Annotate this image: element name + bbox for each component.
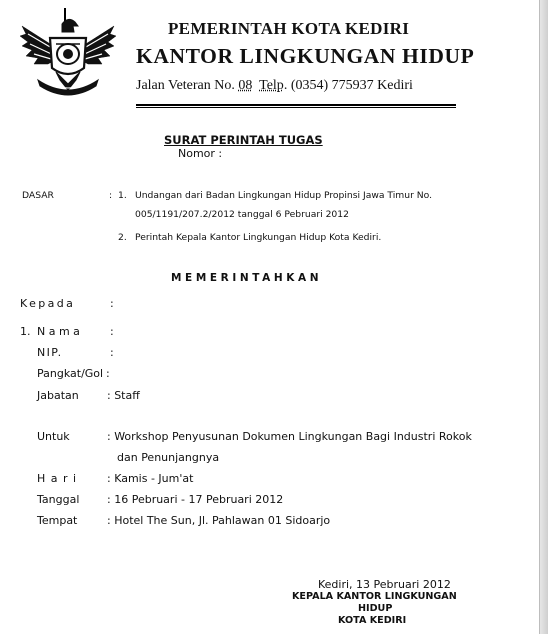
header-divider-thin <box>136 107 456 108</box>
kepada-colon: : <box>110 297 114 310</box>
signature-city-date: Kediri, 13 Pebruari 2012 <box>318 578 451 591</box>
window-edge <box>539 0 548 634</box>
field-tanggal-label: Tanggal <box>37 493 80 506</box>
field-jabatan-label: Jabatan <box>37 389 79 402</box>
kepada-label: Kepada <box>20 297 76 310</box>
header-office: KANTOR LINGKUNGAN HIDUP <box>136 44 475 68</box>
field-pangkat-label: Pangkat/Gol <box>37 367 104 380</box>
field-nip-label: NIP. <box>37 346 63 359</box>
header-address: Jalan Veteran No. 08 Telp. (0354) 775937 Kediri <box>136 78 413 93</box>
signature-title: KOTA KEDIRI <box>338 615 407 626</box>
field-tempat-label: Tempat <box>37 514 78 527</box>
signature-title: HIDUP <box>358 603 393 614</box>
dasar-item-number: 2. <box>118 232 127 243</box>
field-nama-label: N a m a <box>37 325 80 338</box>
field-pangkat-colon: : <box>106 367 110 380</box>
field-tempat-value: : Hotel The Sun, Jl. Pahlawan 01 Sidoarjo <box>107 514 331 527</box>
header-government: PEMERINTAH KOTA KEDIRI <box>168 19 410 38</box>
dasar-item-number: 1. <box>118 190 127 201</box>
document-number: Nomor : <box>178 147 223 160</box>
field-nama-colon: : <box>110 325 114 338</box>
dasar-colon: : <box>109 190 113 201</box>
signature-title: KEPALA KANTOR LINGKUNGAN <box>292 591 457 602</box>
dasar-item-text: Undangan dari Badan Lingkungan Hidup Propinsi Jawa Timur No. <box>135 190 433 201</box>
header-divider-thick <box>136 104 456 106</box>
field-hari-label: H a r i <box>37 472 78 485</box>
field-untuk-value: : Workshop Penyusunan Dokumen Lingkungan Bagi Industri Rokok <box>107 430 472 443</box>
garuda-emblem-icon <box>18 14 118 100</box>
field-untuk-value: dan Penunjangnya <box>117 451 220 464</box>
document-title: SURAT PERINTAH TUGAS <box>164 133 323 147</box>
dasar-label: DASAR <box>22 190 54 201</box>
field-tanggal-value: : 16 Pebruari - 17 Pebruari 2012 <box>107 493 284 506</box>
section-heading: MEMERINTAHKAN <box>171 272 323 284</box>
field-jabatan-value: : Staff <box>107 389 140 402</box>
dasar-item-text: 005/1191/207.2/2012 tanggal 6 Pebruari 2012 <box>135 209 349 220</box>
field-untuk-label: Untuk <box>37 430 70 443</box>
field-hari-value: : Kamis - Jum'at <box>107 472 194 485</box>
field-nip-colon: : <box>110 346 114 359</box>
field-number: 1. <box>20 325 31 338</box>
dasar-item-text: Perintah Kepala Kantor Lingkungan Hidup Kota Kediri. <box>135 232 382 243</box>
